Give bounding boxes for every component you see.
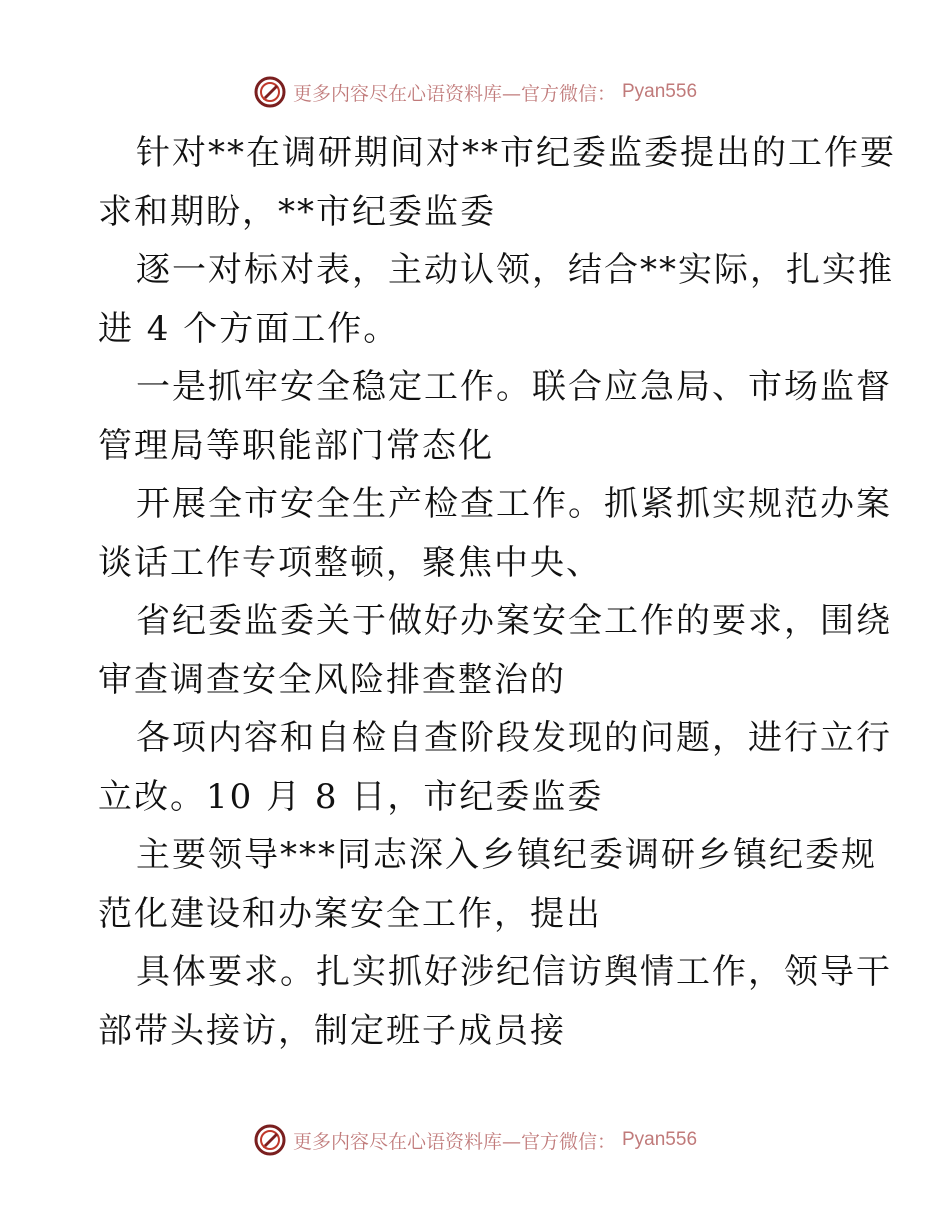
text-line: 开展全市安全生产检查工作。抓紧抓实规范办案: [136, 484, 892, 524]
header-banner: [0, 72, 950, 112]
text-line: 逐一对标对表，主动认领，结合**实际，扎实推: [136, 250, 894, 290]
text-line: 谈话工作专项整顿，聚焦中央、: [98, 542, 602, 583]
text-line: 审查调查安全风险排查整治的: [98, 659, 566, 700]
text-line: 具体要求。扎实抓好涉纪信访舆情工作，领导干: [136, 952, 892, 992]
footer-wechat-id: Pyan556: [622, 1129, 698, 1150]
text-line: 省纪委监委关于做好办案安全工作的要求，围绕: [136, 601, 892, 641]
text-line: 一是抓牢安全稳定工作。联合应急局、市场监督: [136, 367, 892, 407]
footer-banner-text: 更多内容尽在心语资料库—官方微信：: [292, 1130, 616, 1153]
header-wechat-id: Pyan556: [622, 81, 698, 102]
footer-banner: [0, 1120, 950, 1160]
header-banner-content: [253, 75, 697, 109]
text-line: 立改。10 月 8 日，市纪委监委: [98, 776, 604, 817]
document-body: [98, 124, 896, 1060]
footer-banner-content: [253, 1123, 697, 1157]
text-line: 求和期盼，**市纪委监委: [98, 191, 496, 232]
text-line: 针对**在调研期间对**市纪委监委提出的工作要: [136, 133, 896, 173]
logo-icon: [253, 1123, 287, 1157]
header-banner-text: 更多内容尽在心语资料库—官方微信：: [292, 82, 616, 105]
text-line: 各项内容和自检自查阶段发现的问题，进行立行: [136, 718, 892, 758]
text-line: 范化建设和办案安全工作，提出: [98, 893, 602, 934]
text-line: 主要领导***同志深入乡镇纪委调研乡镇纪委规: [136, 835, 877, 875]
text-line: 管理局等职能部门常态化: [98, 425, 494, 466]
text-line: 部带头接访，制定班子成员接: [98, 1010, 566, 1051]
logo-icon: [253, 75, 287, 109]
text-line: 进 4 个方面工作。: [98, 308, 400, 349]
